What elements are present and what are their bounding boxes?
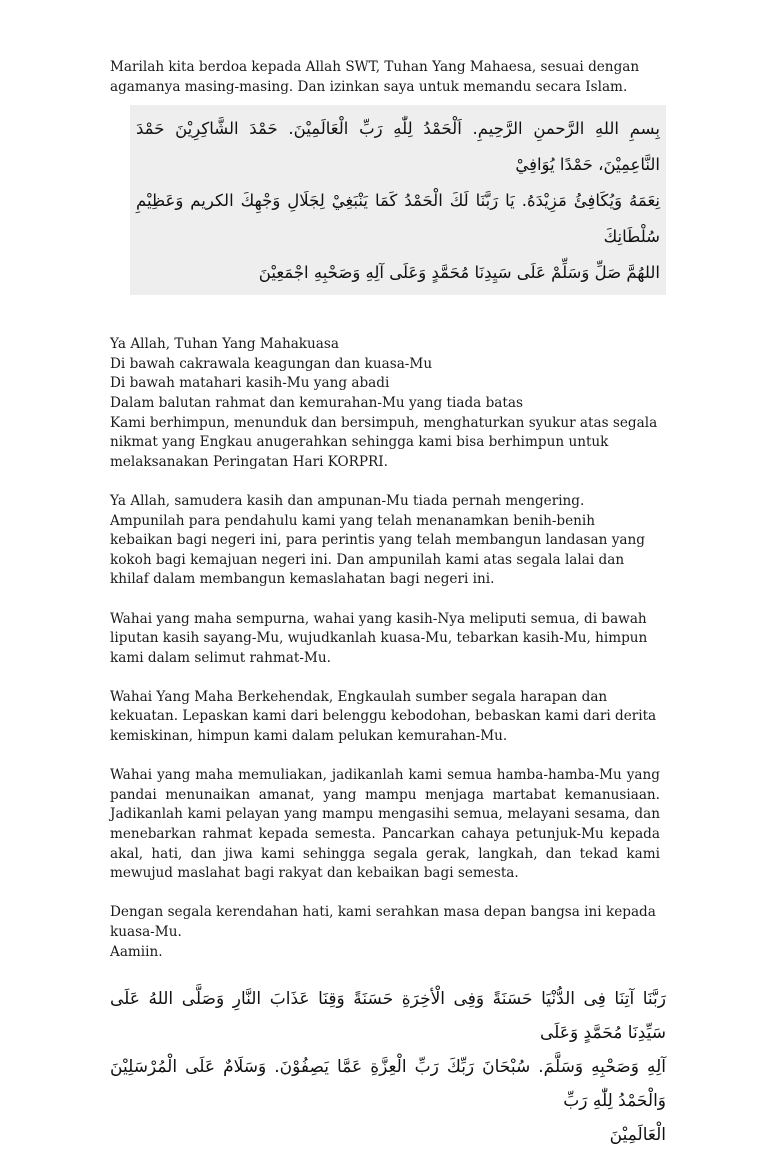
arabic-opening-line: اللهُمَّ صَلِّ وَسَلِّمْ عَلَى سَيِدِنَا مُحَمَّدٍ وَعَلَى آلِهِ وَصَحْبِهِ اجْمَعِيْنَ [258, 263, 660, 283]
amin-text: Aamiin. [110, 943, 163, 960]
paragraph-maha-berkehendak: Wahai Yang Maha Berkehendak, Engkaulah sumber segala harapan dan kekuatan. Lepaskan kami dari belenggu kebodohan, bebaskan kami dari derita kemiskinan, himpun kami dalam pelukan kemurahan-Mu. [110, 688, 657, 745]
arabic-opening-line: نِعَمَهُ وَيُكَافِئُ مَزِيْدَهُ. يَا رَبَّنَا لَكَ الْحَمْدُ كَمَا يَنْبَغِيْ لِجَلَالِ وَجْهِكَ الكريم وَعَظِيْمِ سُلْطَانِكَ [136, 191, 660, 247]
arabic-opening-prayer [130, 105, 666, 295]
paragraph-maha-sempurna: Wahai yang maha sempurna, wahai yang kasih-Nya meliputi semua, di bawah liputan kasih sayang-Mu, wujudkanlah kuasa-Mu, tebarkan kasih-Mu, himpun kami dalam selimut rahmat-Mu. [110, 610, 648, 666]
paragraph-maha-memuliakan: Wahai yang maha memuliakan, jadikanlah kami semua hamba-hamba-Mu yang pandai menunaikan amanat, yang mampu menjaga martabat kemanusiaan. Jadikanlah kami pelayan yang mampu mengasihi semua, melayani sesama, dan menebarkan rahmat kepada semesta. Pancarkan cahaya petunjuk-Mu kepada akal, hati, dan jiwa kami sehingga segala gerak, langkah, dan tekad kami mewujud maslahat bagi rakyat dan kebaikan bagi semesta. [110, 767, 660, 882]
stanza-line: Di bawah cakrawala keagungan dan kuasa-Mu [110, 355, 433, 372]
arabic-closing-line: آلِهِ وَصَحْبِهِ وَسَلَّمَ. سُبْحَانَ رَبِّكَ رَبِّ الْعِزَّةِ عَمَّا يَصِفُوْنَ. وَسَلَامٌ عَلَى الْمُرْسَلِيْنَ وَالْحَمْدُ لِلّٰهِ رَبِّ [110, 1057, 666, 1112]
arabic-opening-line: بِسمِ اللهِ الرَّحمنِ الرَّحِيمِ. اَلْحَمْدُ لِلّٰهِ رَبِّ الْعَالَمِيْنَ. حَمْدَ الشَّاكِرِيْنَ حَمْدَ النَّاعِمِيْنَ، حَمْدًا يُوَافِيْ [136, 119, 660, 175]
intro-paragraph: Marilah kita berdoa kepada Allah SWT, Tuhan Yang Mahaesa, sesuai dengan agamanya masing-masing. Dan izinkan saya untuk memandu secara Islam. [110, 59, 640, 95]
stanza-line: Ya Allah, Tuhan Yang Mahakuasa [110, 336, 339, 353]
arabic-closing-prayer [110, 982, 666, 1152]
stanza-ya-allah [110, 335, 660, 472]
document-page [110, 58, 666, 1152]
paragraph-kerendahan-hati: Dengan segala kerendahan hati, kami serahkan masa depan bangsa ini kepada kuasa-Mu. [110, 904, 656, 940]
arabic-closing-line: رَبَّنَا آتِنَا فِى الدُّنْيَا حَسَنَةً وَفِى الْأخِرَةِ حَسَنَةً وَقِنَا عَذَابَ النَّارِ وَصَلَّى اللهُ عَلَى سَيِّدِنَا مُحَمَّدٍ وَعَلَى [110, 989, 666, 1044]
paragraph-samudera-kasih: Ya Allah, samudera kasih dan ampunan-Mu tiada pernah mengering. Ampunilah para pendahulu kami yang telah menanamkan benih-benih kebaikan bagi negeri ini, para perintis yang telah membangun landasan yang kokoh bagi kemajuan negeri ini. Dan ampunilah kami atas segala lalai dan khilaf dalam membangun kemaslahatan bagi negeri ini. [110, 492, 645, 588]
arabic-closing-line: الْعَالَمِيْنَ [609, 1125, 666, 1146]
stanza-line: Kami berhimpun, menunduk dan bersimpuh, menghaturkan syukur atas segala nikmat yang Engkau anugerahkan sehingga kami bisa berhimpun untuk melaksanakan Peringatan Hari KORPRI. [110, 414, 658, 470]
stanza-line: Di bawah matahari kasih-Mu yang abadi [110, 375, 390, 392]
stanza-line: Dalam balutan rahmat dan kemurahan-Mu yang tiada batas [110, 394, 523, 411]
